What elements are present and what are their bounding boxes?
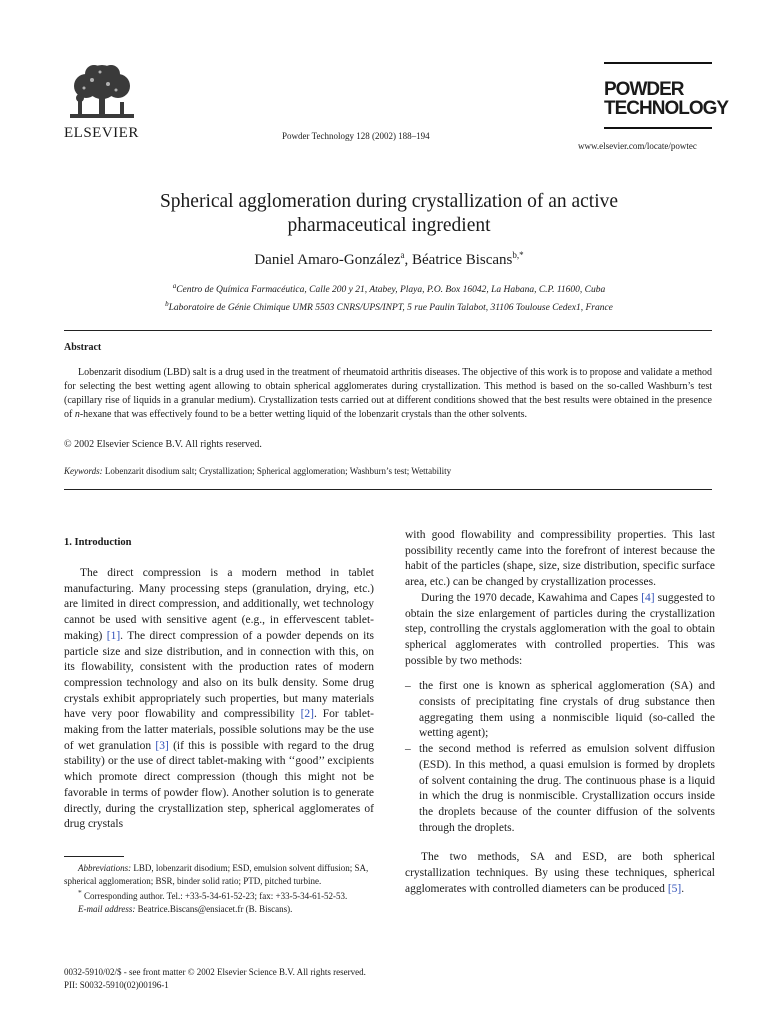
citation-link-3[interactable]: [3] [155,739,169,752]
methods-list [405,679,715,836]
list-item [405,742,715,836]
list-item-text: the second method is referred as emulsion solvent diffusion (ESD). In this method, a quasi emulsion is formed by droplets of solvent containing the drug. The continuous phase is a liquid in which the drug is nonmiscible. Crystallization occurs inside the droplets because of the counter diffusion of the solvents through the droplets. [419,743,715,834]
footnote-rule [64,856,124,857]
intro-p3-b: . [681,882,685,895]
footnotes [64,862,374,915]
elsevier-tree-icon [64,62,140,124]
journal-name [604,80,728,118]
author-2: Béatrice Biscans [412,252,513,268]
publisher-logo [64,62,140,142]
author-1: Daniel Amaro-González [254,252,401,268]
intro-paragraph-2 [405,591,715,670]
keywords-label: Keywords: [64,466,103,476]
author-2-affil: b,* [512,250,524,260]
section-heading-introduction: 1. Introduction [64,537,132,548]
affiliation-a-text: Centro de Química Farmacéutica, Calle 200 y 21, Atabey, Playa, P.O. Box 16042, La Habana, C.P. 11600, Cuba [176,285,606,296]
front-matter [64,966,366,992]
authors [64,250,714,269]
intro-p3-a: The two methods, SA and ESD, are both spherical crystallization techniques. By using these techniques, spherical agglomerates with controlled diameters can be produced [405,851,715,895]
list-dash: – [405,743,411,756]
title-line-1: Spherical agglomeration during crystallization of an active [159,191,619,212]
author-separator: , [404,252,413,268]
abstract-bottom-rule [64,489,712,490]
intro-paragraph-3 [405,850,715,897]
front-matter-line-1: 0032-5910/02/$ - see front matter © 2002 Elsevier Science B.V. All rights reserved. [64,967,366,977]
citation-link-1[interactable]: [1] [106,629,121,642]
list-item-text: the first one is known as spherical agglomeration (SA) and consists of precipitating fine crystals of drug substance then aggregating them using a nonmiscible liquid (so-called the wetting agent); [419,680,715,740]
journal-rule-top [604,62,712,64]
intro-p2-b: suggested to obtain the size enlargement of particles during the crystallization step, controlling the crystals agglomeration with the goal to obtain spherical agglomerates with controlled properties. This was possible by two methods: [405,591,715,667]
affiliation-b-text: Laboratoire de Génie Chimique UMR 5503 CNRS/UPS/INPT, 5 rue Paulin Talabot, 31106 Toulouse Cedex1, France [168,303,613,314]
affiliation-a [64,279,714,297]
journal-url[interactable]: www.elsevier.com/locate/powtec [578,141,697,151]
intro-p1-a: The direct compression is a modern method in tablet manufacturing. Many processing steps (granulation, drying, etc.) are limited in direct compression, and additionally, wet technology cannot be used with sensitive agent (e.g., in effervescent tablet-making) [64,567,374,642]
journal-reference: Powder Technology 128 (2002) 188–194 [282,131,430,141]
abstract-top-rule [64,330,712,331]
citation-link-4[interactable]: [4] [641,591,655,604]
front-matter-pii: PII: S0032-5910(02)00196-1 [64,980,169,990]
affiliation-b [64,297,714,315]
abbreviations-text: LBD, lobenzarit disodium; ESD, emulsion solvent diffusion; SA, spherical agglomeration; BSR, binder solid ratio; PTD, pitched turbine. [64,863,369,886]
intro-p1-d: (if this is possible with regard to the drug stability) or the use of direct tablet-making with ‘‘good’’ excipients which promote direct compression (though this might not be favorable in terms of powder flow). Another solution is to generate directly, during the crystallization step, spherical agglomerates of drug crystals [64,739,374,831]
paper-title [64,190,714,238]
affiliation-a-marker: a [172,282,177,290]
corresponding-text: Corresponding author. Tel.: +33-5-34-61-52-23; fax: +33-5-34-61-52-53. [81,891,348,901]
list-item [405,679,715,742]
email-label: E-mail address: [78,903,136,914]
footnote-abbreviations [64,862,374,887]
list-dash: – [405,680,411,693]
intro-paragraph-1 [64,566,374,833]
intro-p1-b: . The direct compression of a powder depends on its particle size and size distribution, and in connection with this, on its flowability, consistent with the production rates of modern compression technology and also on its bulk density. Some drug crystals exhibit appropriately such properties, but many materials have very poor flowability and compressibility [64,629,375,721]
footnote-email [64,903,374,916]
footnote-corresponding [64,887,374,903]
citation-link-5[interactable]: [5] [667,882,682,895]
abstract-text [64,366,712,422]
email-text[interactable]: Beatrice.Biscans@ensiacet.fr (B. Biscans). [135,903,293,914]
right-column [405,528,715,897]
abstract-text-2: -hexane that was effectively found to be a better wetting liquid of the lobenzarit crystals than the other solvents. [79,409,528,420]
abstract-copyright: © 2002 Elsevier Science B.V. All rights reserved. [64,439,262,450]
affiliations [64,279,714,315]
intro-p1-c: . For tablet-making from the latter materials, possible solutions may be the use of wet granulation [64,708,374,752]
author-1-affil: a [400,250,405,260]
abstract-heading: Abstract [64,342,102,353]
abstract-text-1: Lobenzarit disodium (LBD) salt is a drug used in the treatment of rheumatoid arthritis diseases. The objective of this work is to propose and validate a method for selecting the best wetting agent allowing to obtain spherical agglomerates during crystallization. This method is based on the so-called Washburn’s test (capillary rise of liquids in a granular medium). Crystallization tests carried out at different conditions showed that the best results were obtained in the presence of [64,367,712,420]
citation-link-2[interactable]: [2] [300,708,314,721]
title-line-2: pharmaceutical ingredient [287,215,491,236]
keywords [64,466,451,476]
journal-name-line1: POWDER [604,79,684,100]
intro-paragraph-1-cont: with good flowability and compressibility properties. This last possibility recently came into the forefront of interest because the habit of the particles (shape, size, size distribution, specific surface area, etc.) can be changed by crystallization processes. [405,529,715,589]
intro-p2-a: During the 1970 decade, Kawahima and Capes [421,591,642,604]
corresponding-marker: * [78,888,82,897]
keywords-text: Lobenzarit disodium salt; Crystallization; Spherical agglomeration; Washburn’s test; Wettability [102,466,452,476]
journal-name-line2: TECHNOLOGY [604,98,729,119]
abbreviations-label: Abbreviations: [78,863,132,873]
affiliation-b-marker: b [165,300,169,309]
publisher-name: ELSEVIER [64,125,139,141]
abstract-text-em: n [74,409,80,420]
journal-rule-bottom [604,127,712,129]
left-column [64,566,374,833]
